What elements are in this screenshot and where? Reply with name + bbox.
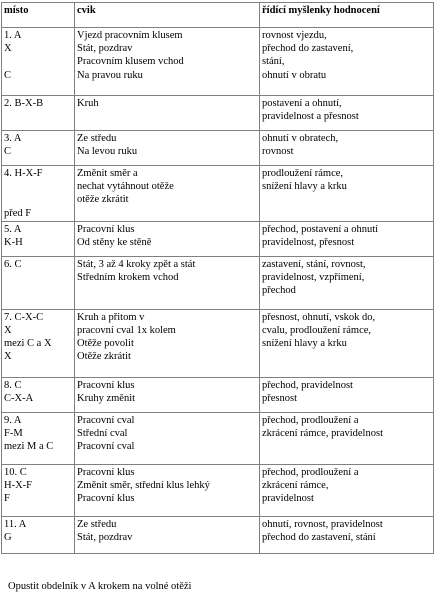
criteria-cell-line: rovnost [262, 146, 294, 158]
criteria-cell-line: přechod, pravidelnost [262, 379, 353, 391]
exercise-cell-line: Vjezd pracovním klusem [77, 30, 183, 41]
criteria-cell-line: přesnost, ohnutí, vskok do, [262, 311, 376, 323]
criteria-cell-line: pravidelnost, vzpřímení, [262, 272, 365, 284]
exercise-cell-line: Stát, pozdrav [77, 532, 133, 544]
exercise-cell-line: Kruhy změnit [77, 393, 136, 405]
exercise-cell [75, 516, 260, 553]
table-row [2, 28, 434, 96]
criteria-cell [260, 166, 434, 222]
place-cell-line: C [4, 69, 12, 81]
criteria-cell [260, 221, 434, 256]
exercise-cell [75, 96, 260, 131]
exercise-cell-line: pracovní cval 1x kolem [77, 325, 176, 337]
place-cell-line: 4. H-X-F [4, 168, 43, 179]
place-cell-line: 7. C-X-C [4, 311, 44, 323]
exercise-cell-line: Změnit směr, střední klus lehký [77, 480, 210, 492]
exercise-cell-line: Pracovní cval [77, 441, 135, 453]
exercise-cell-line: otěže zkrátit [77, 194, 129, 206]
criteria-cell-line: pravidelnost [262, 493, 314, 505]
place-cell [2, 516, 75, 553]
criteria-cell-line: ohnutí, rovnost, pravidelnost [262, 518, 383, 530]
exercise-cell-line: Otěže povolit [77, 338, 134, 350]
criteria-cell [260, 309, 434, 377]
exercise-cell [75, 309, 260, 377]
table-row [2, 516, 434, 553]
place-cell-line: 6. C [4, 258, 22, 270]
table-row [2, 166, 434, 222]
place-cell [2, 96, 75, 131]
exercise-cell-line: Změnit směr a [77, 168, 138, 179]
place-cell-line: mezi M a C [4, 441, 54, 453]
criteria-cell [260, 131, 434, 166]
criteria-cell-line: rovnost vjezdu, [262, 30, 327, 41]
exercise-cell-line: Ze středu [77, 518, 117, 530]
place-cell [2, 309, 75, 377]
criteria-cell-line: přechod, prodloužení a [262, 414, 359, 426]
place-cell-line: C-X-A [4, 393, 34, 405]
place-cell-line: X [4, 325, 12, 337]
place-cell [2, 412, 75, 464]
place-cell-line: 2. B-X-B [4, 98, 44, 109]
criteria-cell [260, 464, 434, 516]
place-cell-line: F-M [4, 428, 23, 440]
criteria-cell-line: přechod, prodloužení a [262, 466, 359, 478]
place-cell-line: G [4, 532, 12, 544]
exercise-cell-line: Od stěny ke stěně [77, 237, 152, 249]
table-row [2, 412, 434, 464]
place-cell-line: X [4, 43, 12, 55]
criteria-cell-line: pravidelnost a přesnost [262, 111, 359, 123]
exercise-cell-line: Pracovní klus [77, 379, 135, 391]
criteria-cell-line: snížení hlavy a krku [262, 338, 347, 350]
place-cell [2, 131, 75, 166]
place-cell-line: 10. C [4, 466, 27, 478]
place-cell-line: 5. A [4, 223, 22, 235]
footer-note: Opustit obdelník v A krokem na volné otěži [8, 581, 192, 592]
exercise-cell [75, 412, 260, 464]
exercise-cell-line: Střední cval [77, 428, 128, 440]
place-cell [2, 28, 75, 96]
exercise-cell-line: Na pravou ruku [77, 69, 143, 81]
place-cell [2, 256, 75, 309]
criteria-cell [260, 412, 434, 464]
criteria-cell [260, 516, 434, 553]
criteria-cell-line: zkrácení rámce, [262, 480, 329, 492]
place-cell-line [4, 180, 72, 193]
criteria-cell-line: ohnutí v obratech, [262, 133, 339, 144]
exercise-cell-line: Pracovním klusem vchod [77, 56, 184, 68]
table-row [2, 309, 434, 377]
exercise-cell [75, 221, 260, 256]
place-cell-line: X [4, 351, 12, 363]
place-cell [2, 221, 75, 256]
exercise-cell [75, 377, 260, 412]
exercise-cell-line: Kruh [77, 98, 99, 109]
exercise-cell-line: Stát, pozdrav [77, 43, 133, 55]
table-header-row [2, 3, 434, 28]
criteria-cell-line: prodloužení rámce, [262, 168, 344, 179]
exercise-cell-line: Kruh a přitom v [77, 311, 145, 323]
exercise-cell-line: Pracovní cval [77, 414, 135, 426]
criteria-cell-line: ohnutí v obratu [262, 69, 327, 81]
place-cell-line: 8. C [4, 379, 22, 391]
place-cell [2, 166, 75, 222]
place-cell-line: K-H [4, 237, 23, 249]
criteria-cell-line: cvalu, prodloužení rámce, [262, 325, 372, 337]
table-row [2, 256, 434, 309]
place-cell-line: mezi C a X [4, 338, 52, 350]
place-cell-line: 11. A [4, 518, 27, 530]
criteria-cell-line: zastavení, stání, rovnost, [262, 258, 366, 270]
place-cell [2, 377, 75, 412]
place-cell-line: 1. A [4, 30, 22, 41]
criteria-cell [260, 28, 434, 96]
criteria-cell-line: přechod [262, 285, 296, 297]
header-place: místo [2, 3, 75, 28]
header-exercise: cvik [75, 3, 260, 28]
table-row [2, 377, 434, 412]
place-cell-line [4, 55, 72, 68]
table-row [2, 131, 434, 166]
place-cell-line: C [4, 146, 12, 158]
criteria-cell-line: snížení hlavy a krku [262, 181, 347, 193]
criteria-cell-line: přechod do zastavení, stání [262, 532, 376, 544]
place-cell-line: F [4, 493, 10, 505]
criteria-cell-line: pravidelnost, přesnost [262, 237, 355, 249]
place-cell-line: H-X-F [4, 480, 32, 492]
exercise-cell-line: Ze středu [77, 133, 117, 144]
criteria-cell-line: postavení a ohnutí, [262, 98, 342, 109]
criteria-cell [260, 256, 434, 309]
criteria-cell-line: přesnost [262, 393, 297, 405]
place-cell-line: 9. A [4, 414, 22, 426]
criteria-cell-line: zkrácení rámce, pravidelnost [262, 428, 383, 440]
criteria-cell-line: přechod do zastavení, [262, 43, 354, 55]
exercise-cell-line: Pracovní klus [77, 493, 135, 505]
place-cell [2, 464, 75, 516]
table-row [2, 96, 434, 131]
exercise-cell [75, 464, 260, 516]
exercise-cell-line: Na levou ruku [77, 146, 138, 158]
table-row [2, 221, 434, 256]
exercise-cell-line: Středním krokem vchod [77, 272, 179, 284]
criteria-cell [260, 96, 434, 131]
exercise-cell-line: Stát, 3 až 4 kroky zpět a stát [77, 258, 196, 270]
exercise-cell-line: Otěže zkrátit [77, 351, 131, 363]
exercise-cell-line: Pracovní klus [77, 223, 135, 235]
exercise-cell [75, 256, 260, 309]
exercise-cell-line: nechat vytáhnout otěže [77, 181, 174, 193]
place-cell-line: 3. A [4, 133, 22, 144]
exercise-cell [75, 28, 260, 96]
criteria-cell [260, 377, 434, 412]
criteria-cell-line: přechod, postavení a ohnutí [262, 223, 379, 235]
criteria-cell-line: stání, [262, 56, 285, 68]
exercise-cell [75, 131, 260, 166]
table-row [2, 464, 434, 516]
exercise-cell [75, 166, 260, 222]
place-cell-line [4, 193, 72, 206]
dressage-test-table [1, 2, 434, 554]
place-cell-line: před F [4, 207, 32, 219]
header-criteria: řídící myšlenky hodnocení [260, 3, 434, 28]
exercise-cell-line: Pracovní klus [77, 466, 135, 478]
